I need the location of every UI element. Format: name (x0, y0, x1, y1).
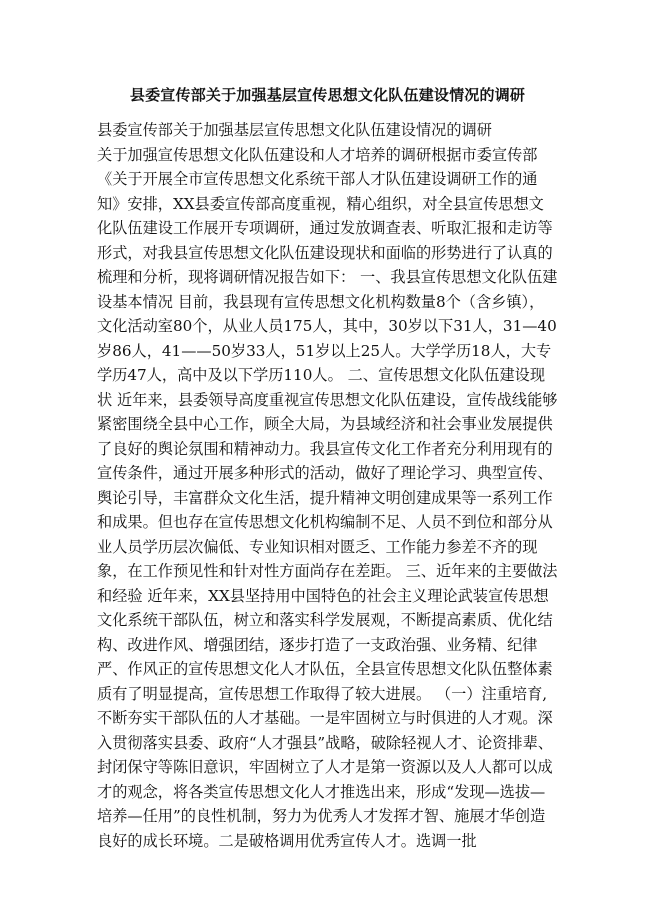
document-body-text: 关于加强宣传思想文化队伍建设和人才培养的调研根据市委宣传部《关于开展全市宣传思想文化系统干部人才队伍建设调研工作的通知》安排，XX县委宣传部高度重视，精心组织，对全县宣传思想文化队伍建设工作展开专项调研，通过发放调查表、听取汇报和走访等形式，对我县宣传思想文化队伍建设现状和面临的形势进行了认真的梳理和分析，现将调研情况报告如下： 一、我县宣传思想文化队伍建设基本情况 目前，我县现有宣传思想文化机构数量8个（含乡镇），文化活动室80个，从业人员175人，其中，30岁以下31人，31—40岁86人，41——50岁33人，51岁以上25人。大学学历18人，大专学历47人，高中及以下学历110人。 二、宣传思想文化队伍建设现状 近年来，县委领导高度重视宣传思想文化队伍建设，宣传战线能够紧密围绕全县中心工作，顾全大局，为县域经济和社会事业发展提供了良好的舆论氛围和精神动力。我县宣传文化工作者充分利用现有的宣传条件，通过开展多种形式的活动，做好了理论学习、典型宣传、舆论引导，丰富群众文化生活，提升精神文明创建成果等一系列工作和成果。但也存在宣传思想文化机构编制不足、人员不到位和部分从业人员学历层次偏低、专业知识相对匮乏、工作能力参差不齐的现象，在工作预见性和针对性方面尚存在差距。 三、近年来的主要做法和经验 近年来，XX县坚持用中国特色的社会主义理论武装宣传思想文化系统干部队伍，树立和落实科学发展观，不断提高素质、优化结构、改进作风、增强团结，逐步打造了一支政治强、业务精、纪律严、作风正的宣传思想文化人才队伍，全县宣传思想文化队伍整体素质有了明显提高，宣传思想工作取得了较大进展。 （一）注重培育,不断夯实干部队伍的人才基础。一是牢固树立与时俱进的人才观。深入贯彻落实县委、政府“人才强县”战略，破除轻视人才、论资排辈、封闭保守等陈旧意识，牢固树立了人才是第一资源以及人人都可以成才的观念，将各类宣传思想文化人才推选出来，形成“发现—选拔—培养—任用”的良性机制，努力为优秀人才发挥才智、施展才华创造良好的成长环境。二是破格调用优秀宣传人才。选调一批 (97, 145, 558, 850)
document-subtitle: 县委宣传部关于加强基层宣传思想文化队伍建设情况的调研 (97, 121, 492, 139)
document-body (97, 118, 558, 853)
document-title: 县委宣传部关于加强基层宣传思想文化队伍建设情况的调研 (129, 86, 526, 104)
